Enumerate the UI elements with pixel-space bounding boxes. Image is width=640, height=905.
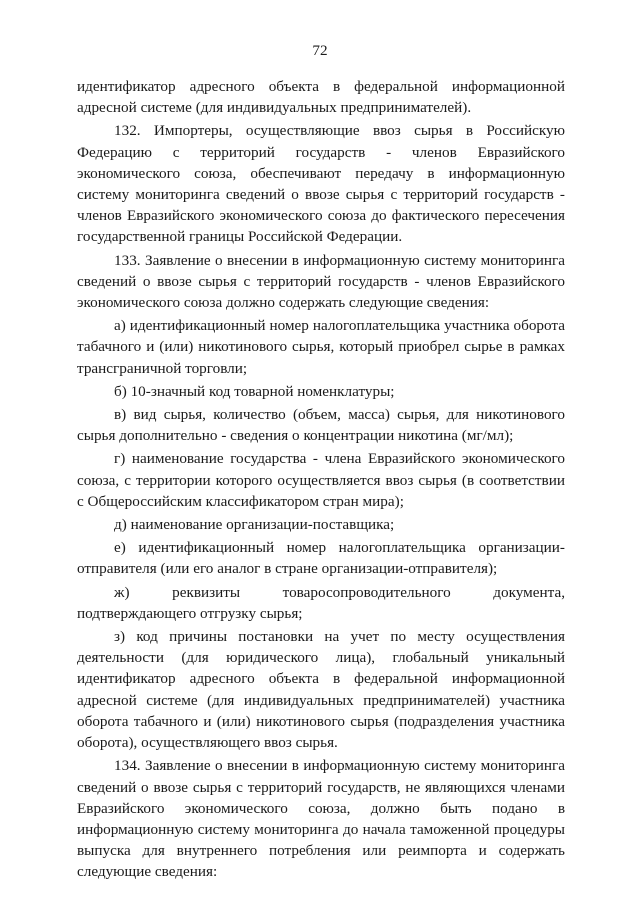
paragraph-item-133: 133. Заявление о внесении в информационную систему мониторинга сведений о ввозе сырья с территорий государств - членов Евразийского экономического союза должно содержать следующие сведения: bbox=[77, 251, 565, 312]
paragraph-continuation: идентификатор адресного объекта в федеральной информационной адресной системе (для индивидуальных предпринимателей). bbox=[77, 78, 565, 117]
subitem-g: г) наименование государства - члена Евразийского экономического союза, с территории которого осуществляется ввоз сырья (в соответствии с Общероссийским классификатором стран мира); bbox=[77, 450, 565, 510]
subitem-e: е) идентификационный номер налогоплательщика организации-отправителя (или его аналог в стране организации-отправителя); bbox=[77, 539, 565, 578]
page-number: 72 bbox=[312, 42, 328, 59]
subitem-d: д) наименование организации-поставщика; bbox=[114, 516, 395, 534]
subitem-z: з) код причины постановки на учет по месту осуществления деятельности (для юридического лица), глобальный уникальный идентификатор адресного объекта в федеральной информационной адресной системе (для индивидуальных предпринимателей) участника оборота табачного и (или) никотинового сырья (подразделения участника оборота), осуществляющего ввоз сырья. bbox=[77, 628, 565, 752]
document-body bbox=[77, 76, 565, 885]
subitem-zh: ж) реквизиты товаросопроводительного документа, подтверждающего отгрузку сырья; bbox=[77, 583, 565, 622]
subitem-v: в) вид сырья, количество (объем, масса) сырья, для никотинового сырья дополнительно - сведения о концентрации никотина (мг/мл); bbox=[77, 406, 565, 445]
subitem-b: б) 10-значный код товарной номенклатуры; bbox=[114, 382, 395, 400]
paragraph-item-132: 132. Импортеры, осуществляющие ввоз сырья в Российскую Федерацию с территорий государств - членов Евразийского экономического союза, обеспечивают передачу в информационную систему мониторинга сведений о ввозе сырья с территорий государств - членов Евразийского экономического союза до фактического пересечения государственной границы Российской Федерации. bbox=[77, 122, 565, 246]
paragraph-item-134: 134. Заявление о внесении в информационную систему мониторинга сведений о ввозе сырья с территорий государств, не являющихся членами Евразийского экономического союза, должно быть подано в информационную систему мониторинга до начала таможенной процедуры выпуска для внутреннего потребления или реимпорта и содержать следующие сведения: bbox=[77, 757, 565, 881]
subitem-a: а) идентификационный номер налогоплательщика участника оборота табачного и (или) никотинового сырья, который приобрел сырье в рамках трансграничной торговли; bbox=[77, 317, 565, 377]
